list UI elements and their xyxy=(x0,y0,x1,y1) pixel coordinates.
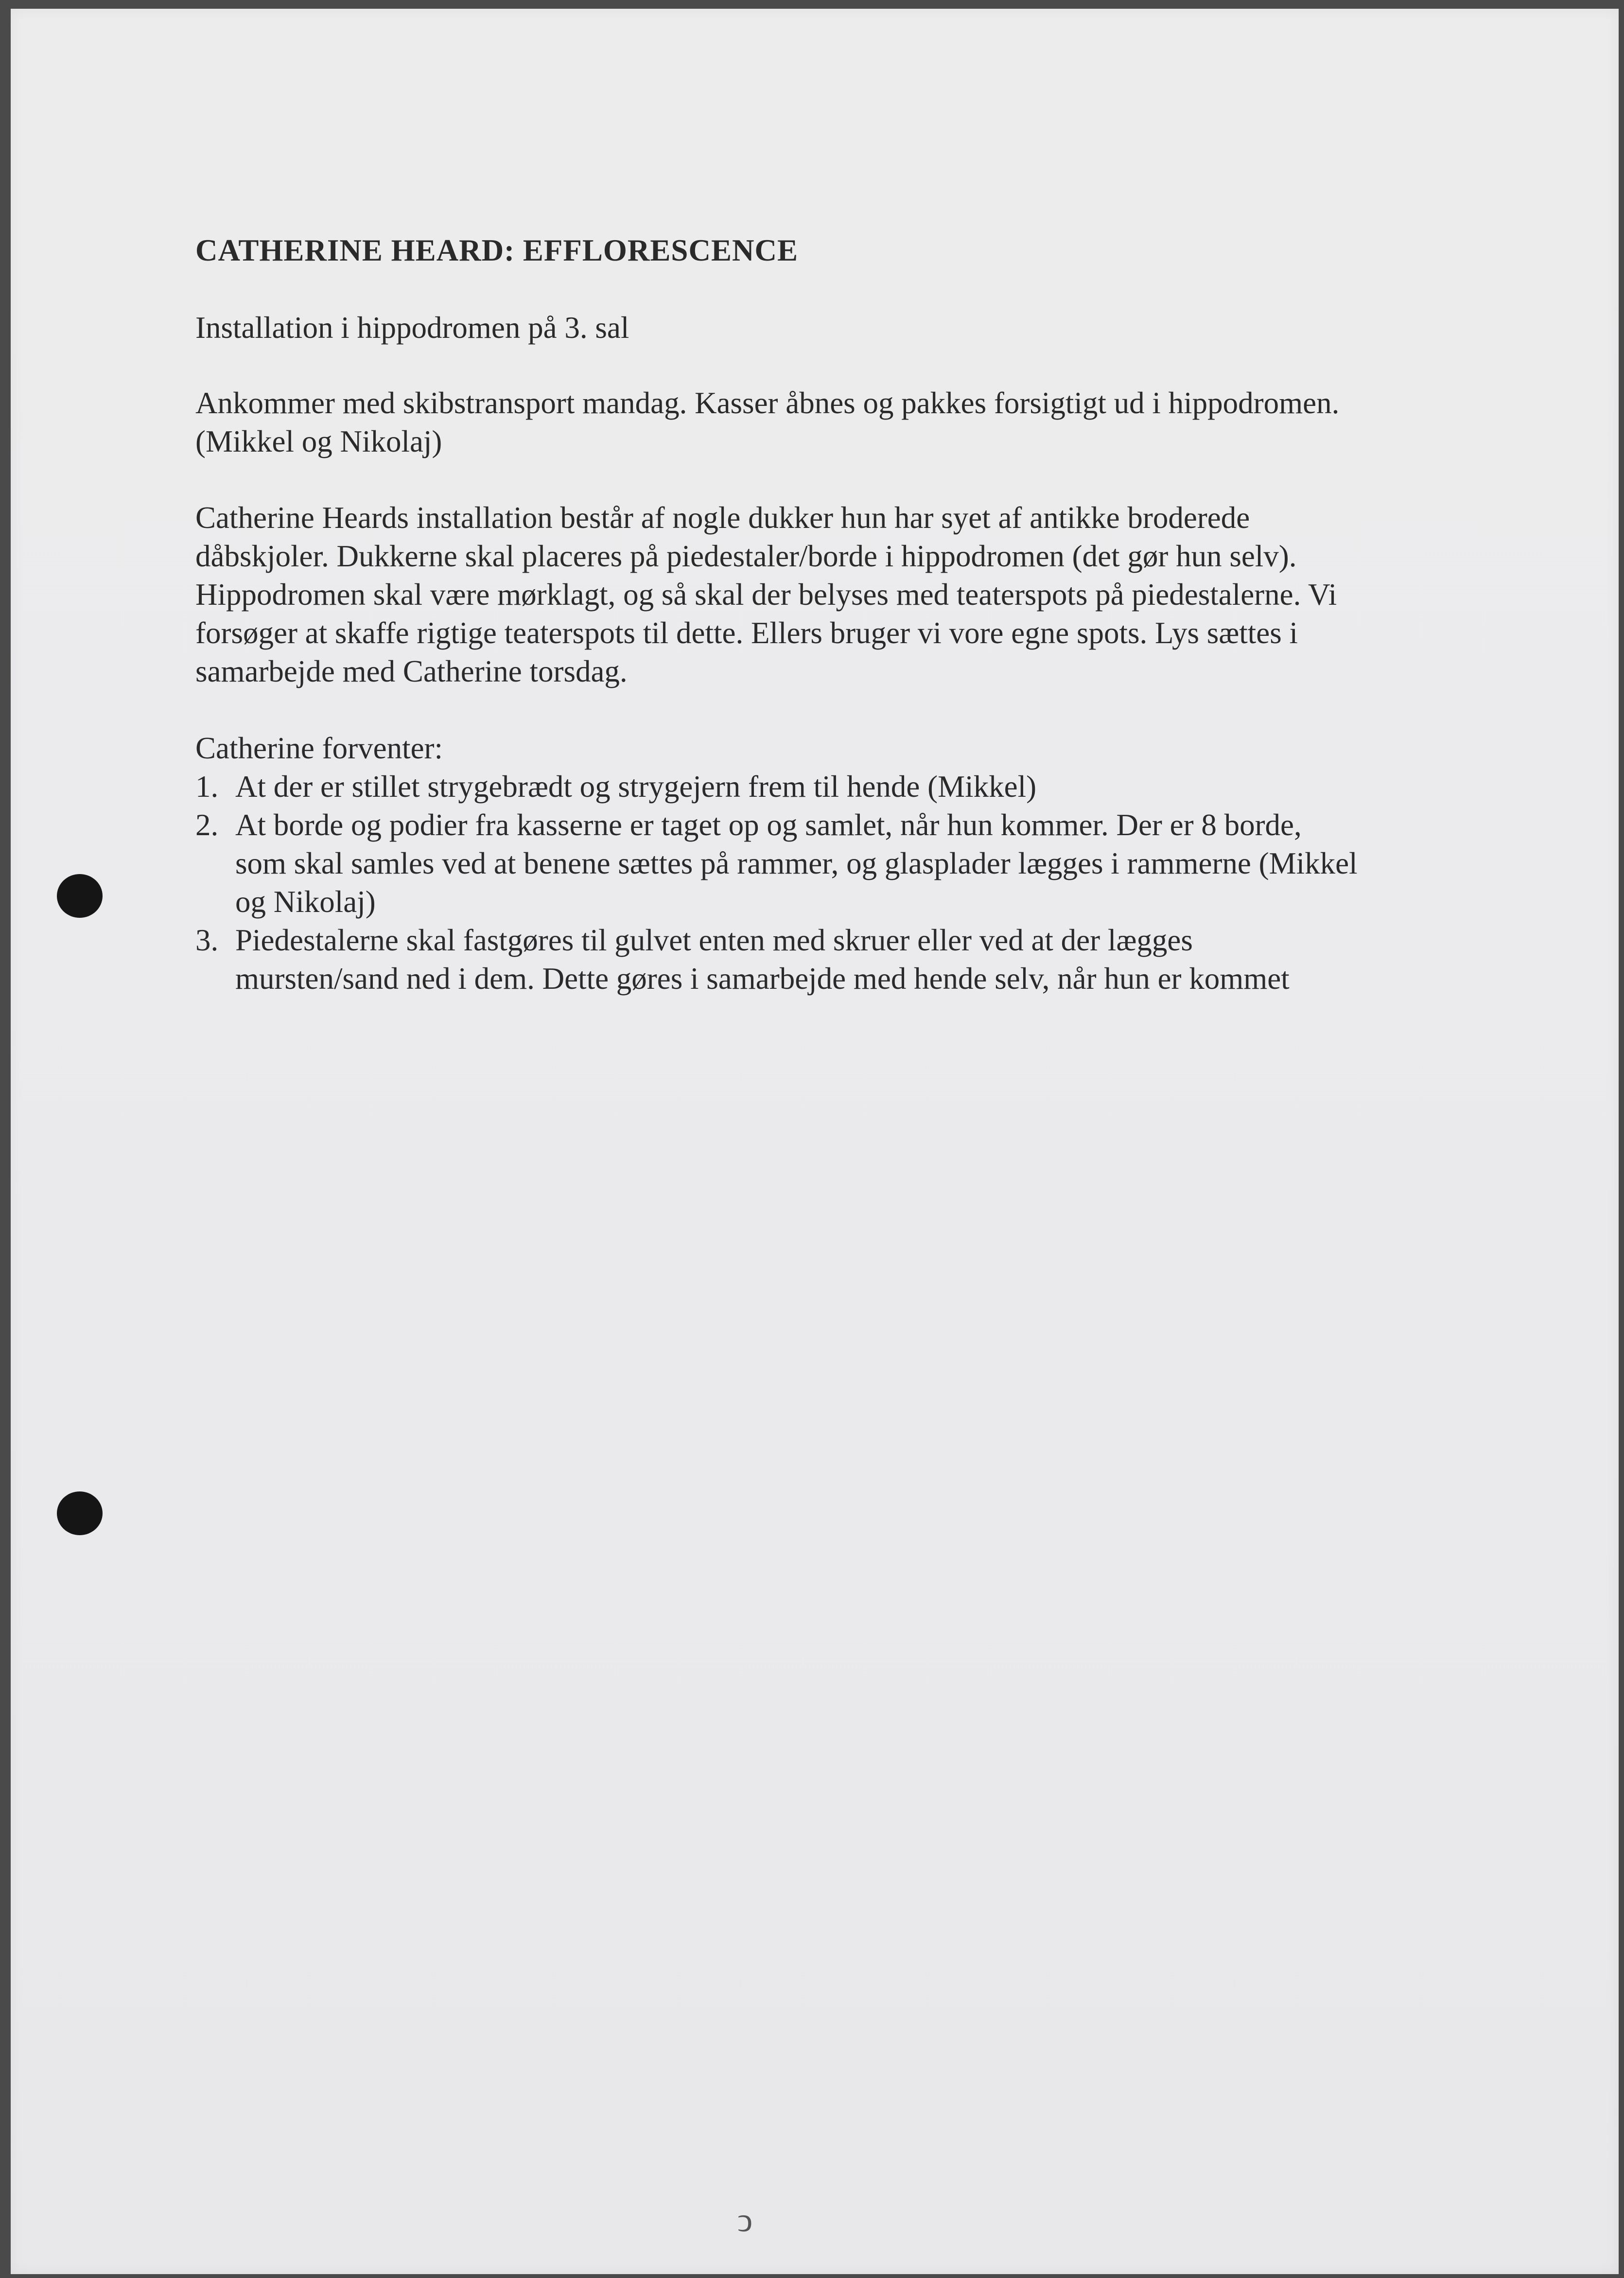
list-item-number: 2. xyxy=(195,808,219,842)
list-item-line: og Nikolaj) xyxy=(235,885,376,919)
page-mark: ↄ xyxy=(737,2202,753,2239)
list-item-line: At borde og podier fra kasserne er taget op og samlet, når hun kommer. Der er 8 borde, xyxy=(235,808,1302,842)
list-item-number: 3. xyxy=(195,923,219,957)
paragraph-installation xyxy=(195,499,1459,691)
list-item xyxy=(195,768,1459,806)
expects-heading: Catherine forventer: xyxy=(195,731,443,765)
punch-hole-top xyxy=(57,874,103,918)
paragraph-line: Ankommer med skibstransport mandag. Kasser åbnes og pakkes forsigtigt ud i hippodromen. xyxy=(195,386,1340,420)
list-item xyxy=(195,921,1459,998)
paragraph-line: dåbskjoler. Dukkerne skal placeres på piedestaler/borde i hippodromen (det gør hun selv). xyxy=(195,539,1297,573)
list-item-line: Piedestalerne skal fastgøres til gulvet enten med skruer eller ved at der lægges xyxy=(235,923,1193,957)
paragraph-line: (Mikkel og Nikolaj) xyxy=(195,424,442,458)
document-subtitle: Installation i hippodromen på 3. sal xyxy=(195,311,629,345)
expectations-list xyxy=(195,768,1459,998)
paragraph-arrival xyxy=(195,384,1459,461)
list-item-line: At der er stillet strygebrædt og strygejern frem til hende (Mikkel) xyxy=(235,770,1037,804)
list-item-number: 1. xyxy=(195,770,219,804)
paragraph-line: forsøger at skaffe rigtige teaterspots til dette. Ellers bruger vi vore egne spots. Lys sættes i xyxy=(195,616,1298,650)
document-page xyxy=(11,9,1619,2274)
document-title: CATHERINE HEARD: EFFLORESCENCE xyxy=(195,233,798,267)
list-item-line: som skal samles ved at benene sættes på rammer, og glasplader lægges i rammerne (Mikkel xyxy=(235,846,1358,880)
paragraph-line: Catherine Heards installation består af nogle dukker hun har syet af antikke broderede xyxy=(195,501,1250,535)
paragraph-line: Hippodromen skal være mørklagt, og så skal der belyses med teaterspots på piedestalerne. Vi xyxy=(195,578,1337,612)
punch-hole-bottom xyxy=(57,1491,103,1535)
paragraph-line: samarbejde med Catherine torsdag. xyxy=(195,654,628,688)
list-item-line: mursten/sand ned i dem. Dette gøres i samarbejde med hende selv, når hun er kommet xyxy=(235,962,1290,996)
list-item xyxy=(195,806,1459,921)
